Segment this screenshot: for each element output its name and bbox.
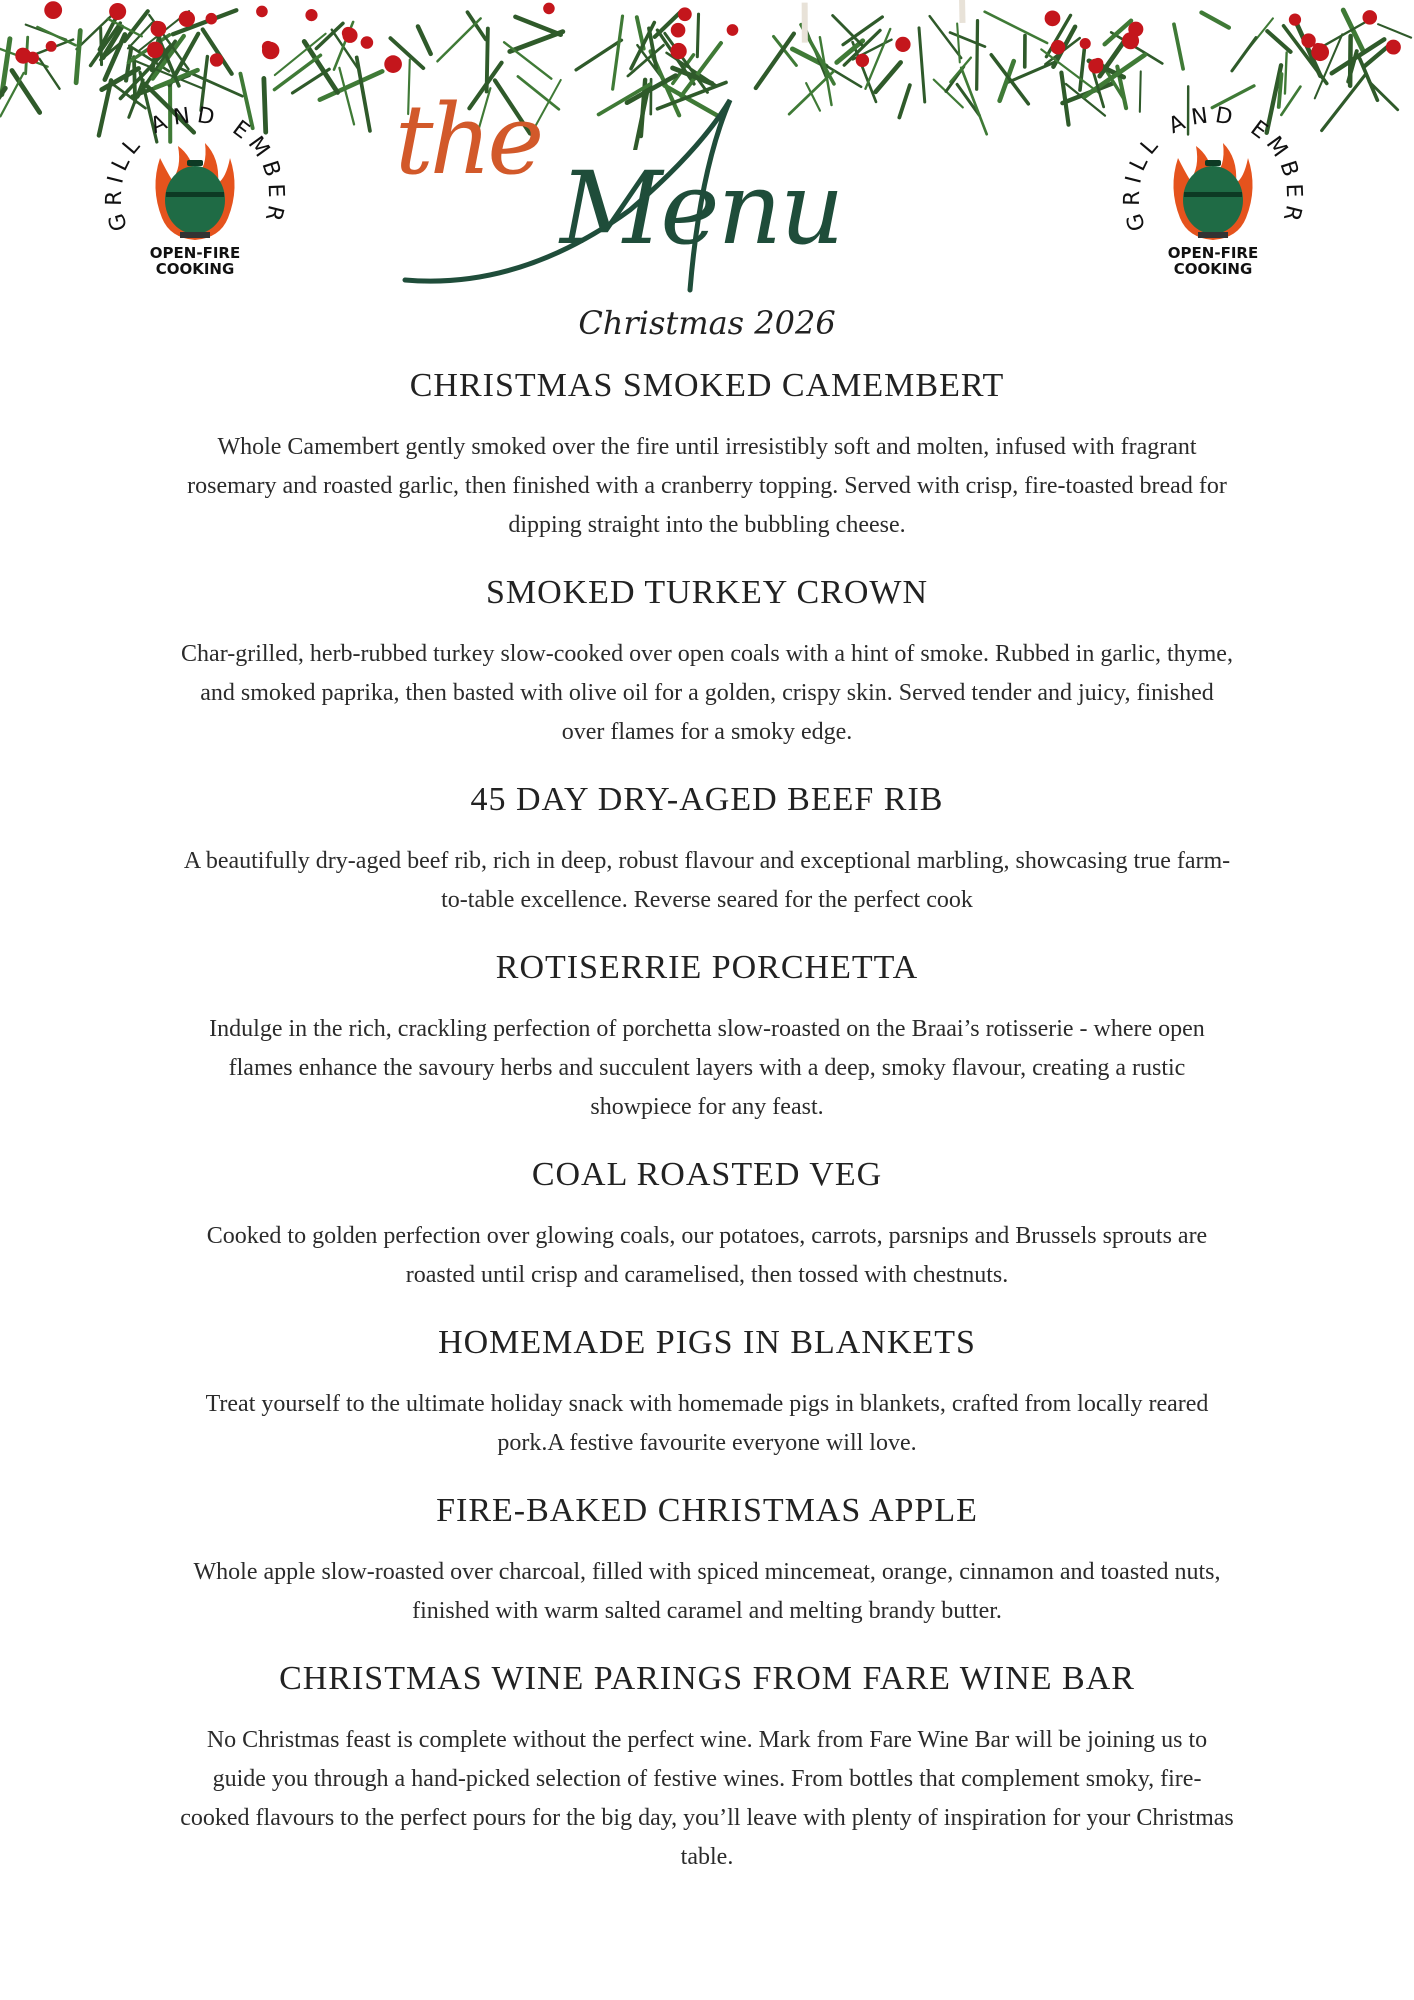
menu-item-name: SMOKED TURKEY CROWN: [485, 574, 929, 611]
menu-item-name: ROTISERRIE PORCHETTA: [495, 949, 919, 986]
menu-item-name: HOMEMADE PIGS IN BLANKETS: [438, 1324, 976, 1361]
menu-item-name: CHRISTMAS SMOKED CAMEMBERT: [409, 367, 1005, 404]
logo-caption-line1: OPEN-FIRE: [149, 244, 241, 262]
menu-item-description: A beautifully dry-aged beef rib, rich in deep, robust flavour and exceptional marbling, showcasing true farm-to-table excellence. Reverse seared for the perfect cook: [183, 848, 1231, 913]
logo-arc-text: GRILL AND EMBER: [1119, 102, 1307, 234]
menu-item: [180, 1153, 1234, 1295]
menu-item-name: FIRE-BAKED CHRISTMAS APPLE: [436, 1492, 978, 1529]
logo-caption-line2: COOKING: [1173, 260, 1253, 278]
title-menu: Menu: [560, 150, 843, 267]
logo-arc-text: GRILL AND EMBER: [101, 102, 289, 234]
menu-item: [180, 778, 1234, 920]
menu-item: [180, 364, 1234, 545]
logo-caption-line2: COOKING: [155, 260, 235, 278]
grill-and-ember-logo-left: [100, 88, 290, 278]
menu-item-name: CHRISTMAS WINE PARINGS FROM FARE WINE BAR: [279, 1660, 1135, 1697]
menu-item: [180, 1489, 1234, 1631]
menu-item-name: COAL ROASTED VEG: [531, 1156, 883, 1193]
menu-item-description: Whole apple slow-roasted over charcoal, filled with spiced mincemeat, orange, cinnamon and toasted nuts, finished with warm salted caramel and melting brandy butter.: [193, 1559, 1221, 1624]
menu-item-description: Treat yourself to the ultimate holiday snack with homemade pigs in blankets, crafted from locally reared pork.A festive favourite everyone will love.: [205, 1391, 1209, 1456]
menu-item-name: 45 DAY DRY-AGED BEEF RIB: [470, 781, 944, 818]
menu-items-list: [180, 364, 1234, 1877]
menu-item-description: Cooked to golden perfection over glowing coals, our potatoes, carrots, parsnips and Brussels sprouts are roasted until crisp and caramelised, then tossed with chestnuts.: [206, 1223, 1208, 1288]
grill-and-ember-logo-right: [1118, 88, 1308, 278]
menu-item-description: Char-grilled, herb-rubbed turkey slow-cooked over open coals with a hint of smoke. Rubbed in garlic, thyme, and smoked paprika, then basted with olive oil for a golden, crispy skin. Served tender and juicy, finished over flames for a smoky edge.: [181, 641, 1233, 745]
menu-item-description: Indulge in the rich, crackling perfection of porchetta slow-roasted on the Braai’s rotisserie - where open flames enhance the savoury herbs and succulent layers with a deep, smoky flavour, creating a rustic showpiece for any feast.: [209, 1016, 1205, 1120]
menu-item: [180, 1657, 1234, 1877]
menu-item-description: No Christmas feast is complete without the perfect wine. Mark from Fare Wine Bar will be joining us to guide you through a hand-picked selection of festive wines. From bottles that complement smoky, fire-cooked flavours to the perfect pours for the big day, you’ll leave with plenty of inspiration for your Christmas table.: [180, 1727, 1234, 1870]
menu-item: [180, 571, 1234, 752]
menu-item-description: Whole Camembert gently smoked over the fire until irresistibly soft and molten, infused with fragrant rosemary and roasted garlic, then finished with a cranberry topping. Served with crisp, fire-toasted bread for dipping straight into the bubbling cheese.: [187, 434, 1227, 538]
title-the: the: [395, 84, 541, 196]
menu-item: [180, 1321, 1234, 1463]
logo-caption-line1: OPEN-FIRE: [1167, 244, 1259, 262]
menu-subtitle: Christmas 2026: [578, 304, 836, 342]
menu-item: [180, 946, 1234, 1127]
